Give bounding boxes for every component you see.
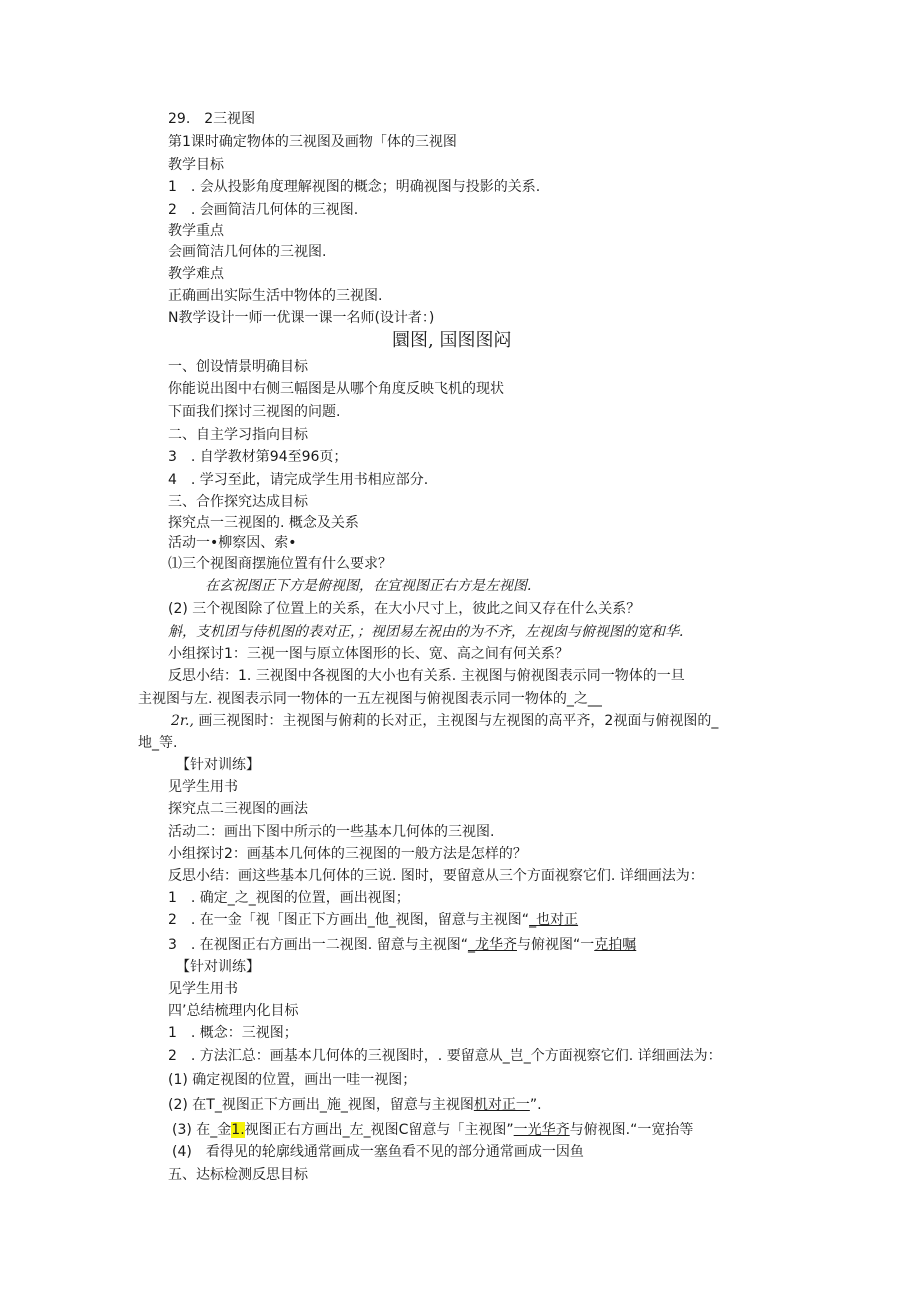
s4-item-1: 1 . 概念：三视图；: [168, 1025, 298, 1041]
step-3-answer-a: _龙华齐: [467, 937, 517, 953]
s4-sub-3-text: (3) 在_金: [172, 1122, 232, 1138]
step-2-answer: _也对正: [529, 912, 579, 928]
answer-1: 在玄祝图正下方是俯视图，在宜视图正右方是左视图.: [205, 578, 532, 594]
reflection-1c-text: 画三视图时：主视图与俯莉的长对正，主视图与左视图的高平齐，2视面与俯视图的_: [198, 713, 719, 729]
reflection-1e: 地_等.: [138, 735, 178, 751]
key-point-text: 会画简洁几何体的三视图.: [168, 244, 327, 260]
training-2: 【针对训练】: [176, 959, 260, 975]
lesson-title: 第1课时确定物体的三视图及画物「体的三视图: [168, 134, 457, 150]
credit-line: N教学设计一师一优课一课一名师(设计者：): [168, 310, 435, 326]
s1-next: 下面我们探讨三视图的问题.: [168, 404, 341, 420]
figure-title: 圜图, 国图图闷: [392, 330, 512, 351]
s4-sub-3-highlight: 1.: [231, 1122, 245, 1138]
answer-2: 斛，支机团与侍机图的表对正，；视团易左祝由的为不齐，左视囱与俯视图的宽和华.: [168, 624, 684, 640]
section-number: 29. 2三视图: [168, 111, 256, 127]
s5-heading: 五、达标检测反思目标: [168, 1167, 308, 1183]
step-3-answer-b: 克拍嘱: [594, 937, 637, 953]
s2-heading: 二、自主学习指向目标: [168, 427, 308, 443]
step-3-text: 3 . 在视图正右方画出一二视图. 留意与主视图“: [168, 937, 468, 953]
group-discussion-1: 小组探讨1：三视一图与原立体图形的长、宽、高之间有何关系？: [168, 646, 569, 662]
difficulty-text: 正确画出实际生活中物体的三视图.: [168, 288, 383, 304]
s4-sub-3-end: 与俯视图.“一宽抬等: [569, 1122, 694, 1138]
activity-1: 活动一•柳察因、索•: [168, 535, 297, 551]
activity-2: 活动二：画出下图中所示的一些基本几何体的三视图.: [168, 824, 495, 840]
step-1: 1 . 确定_之_视图的位置，画出视图；: [168, 890, 410, 906]
question-2: (2) 三个视图除了位置上的关系，在大小尺寸上，彼此之间又存在什么关系？: [168, 601, 641, 617]
point-2: 探究点二三视图的画法: [168, 801, 308, 817]
point-1: 探究点一三视图的. 概念及关系: [168, 515, 359, 531]
group-discussion-2: 小组探讨2：画基本几何体的三视图的一般方法是怎样的？: [168, 846, 527, 862]
s4-sub-2: [168, 1096, 542, 1114]
s4-item-2: 2 . 方法汇总：画基本几何体的三视图时，. 要留意从_岂_个方面视察它们. 详细画法为：: [168, 1048, 722, 1064]
goal-item-1: 1 . 会从投影角度理解视图的概念；明确视图与投影的关系.: [168, 179, 541, 195]
training-1: 【针对训练】: [176, 757, 260, 773]
step-2-text: 2 . 在一金「视「图正下方画出_他_视图，留意与主视图“: [168, 912, 530, 928]
see-book-2: 见学生用书: [168, 981, 238, 997]
s4-sub-2-end: ”.: [529, 1097, 542, 1113]
difficulty-heading: 教学难点: [168, 266, 224, 282]
see-book-1: 见学生用书: [168, 779, 238, 795]
s4-sub-4: (4) 看得见的轮廓线通常画成一塞鱼看不见的部分通常画成一因鱼: [172, 1144, 584, 1160]
s1-heading: 一、创设情景明确目标: [168, 359, 308, 375]
s4-heading: 四’总结梳理内化目标: [168, 1003, 299, 1019]
reflection-1c-mark: 2r.,: [171, 713, 194, 729]
step-2: [168, 911, 578, 929]
s1-question: 你能说出图中右侧三幅图是从哪个角度反映飞机的现状: [168, 381, 504, 397]
s4-sub-3-answer: 一光华齐: [513, 1122, 570, 1138]
key-point-heading: 教学重点: [168, 223, 224, 239]
step-3: [168, 936, 636, 954]
s2-item-3: 3 . 自学教材第94至96页；: [168, 449, 348, 465]
reflection-1c: [168, 712, 718, 730]
s4-sub-1: (1) 确定视图的位置，画出一哇一视图；: [168, 1072, 417, 1088]
reflection-1b: 主视图与左. 视图表示同一物体的一五左视图与俯视图表示同一物体的_之__: [138, 691, 602, 707]
step-3-text-b: 与俯视图“一: [516, 937, 595, 953]
question-1: ⑴三个视图商摆施位置有什么要求？: [168, 556, 392, 572]
s4-sub-3-text-b: 视图正右方画出_左_视图C留意与「主视图”: [244, 1122, 514, 1138]
s2-item-4: 4 . 学习至此，请完成学生用书相应部分.: [168, 472, 429, 488]
s4-sub-2-text: (2) 在T_视图正下方画出_施_视图，留意与主视图: [168, 1097, 474, 1113]
reflection-2: 反思小结：画这些基本几何体的三说. 图时，要留意从三个方面视察它们. 详细画法为：: [168, 868, 704, 884]
s4-sub-2-answer: 机对正一: [473, 1097, 530, 1113]
s3-heading: 三、合作探究达成目标: [168, 494, 308, 510]
s4-sub-3: [172, 1121, 693, 1139]
reflection-1a: 反思小结：1. 三视图中各视图的大小也有关系. 主视图与俯视图表示同一物体的一旦: [168, 668, 685, 684]
goal-item-2: 2 . 会画简洁几何体的三视图.: [168, 202, 359, 218]
goals-heading: 教学目标: [168, 157, 224, 173]
